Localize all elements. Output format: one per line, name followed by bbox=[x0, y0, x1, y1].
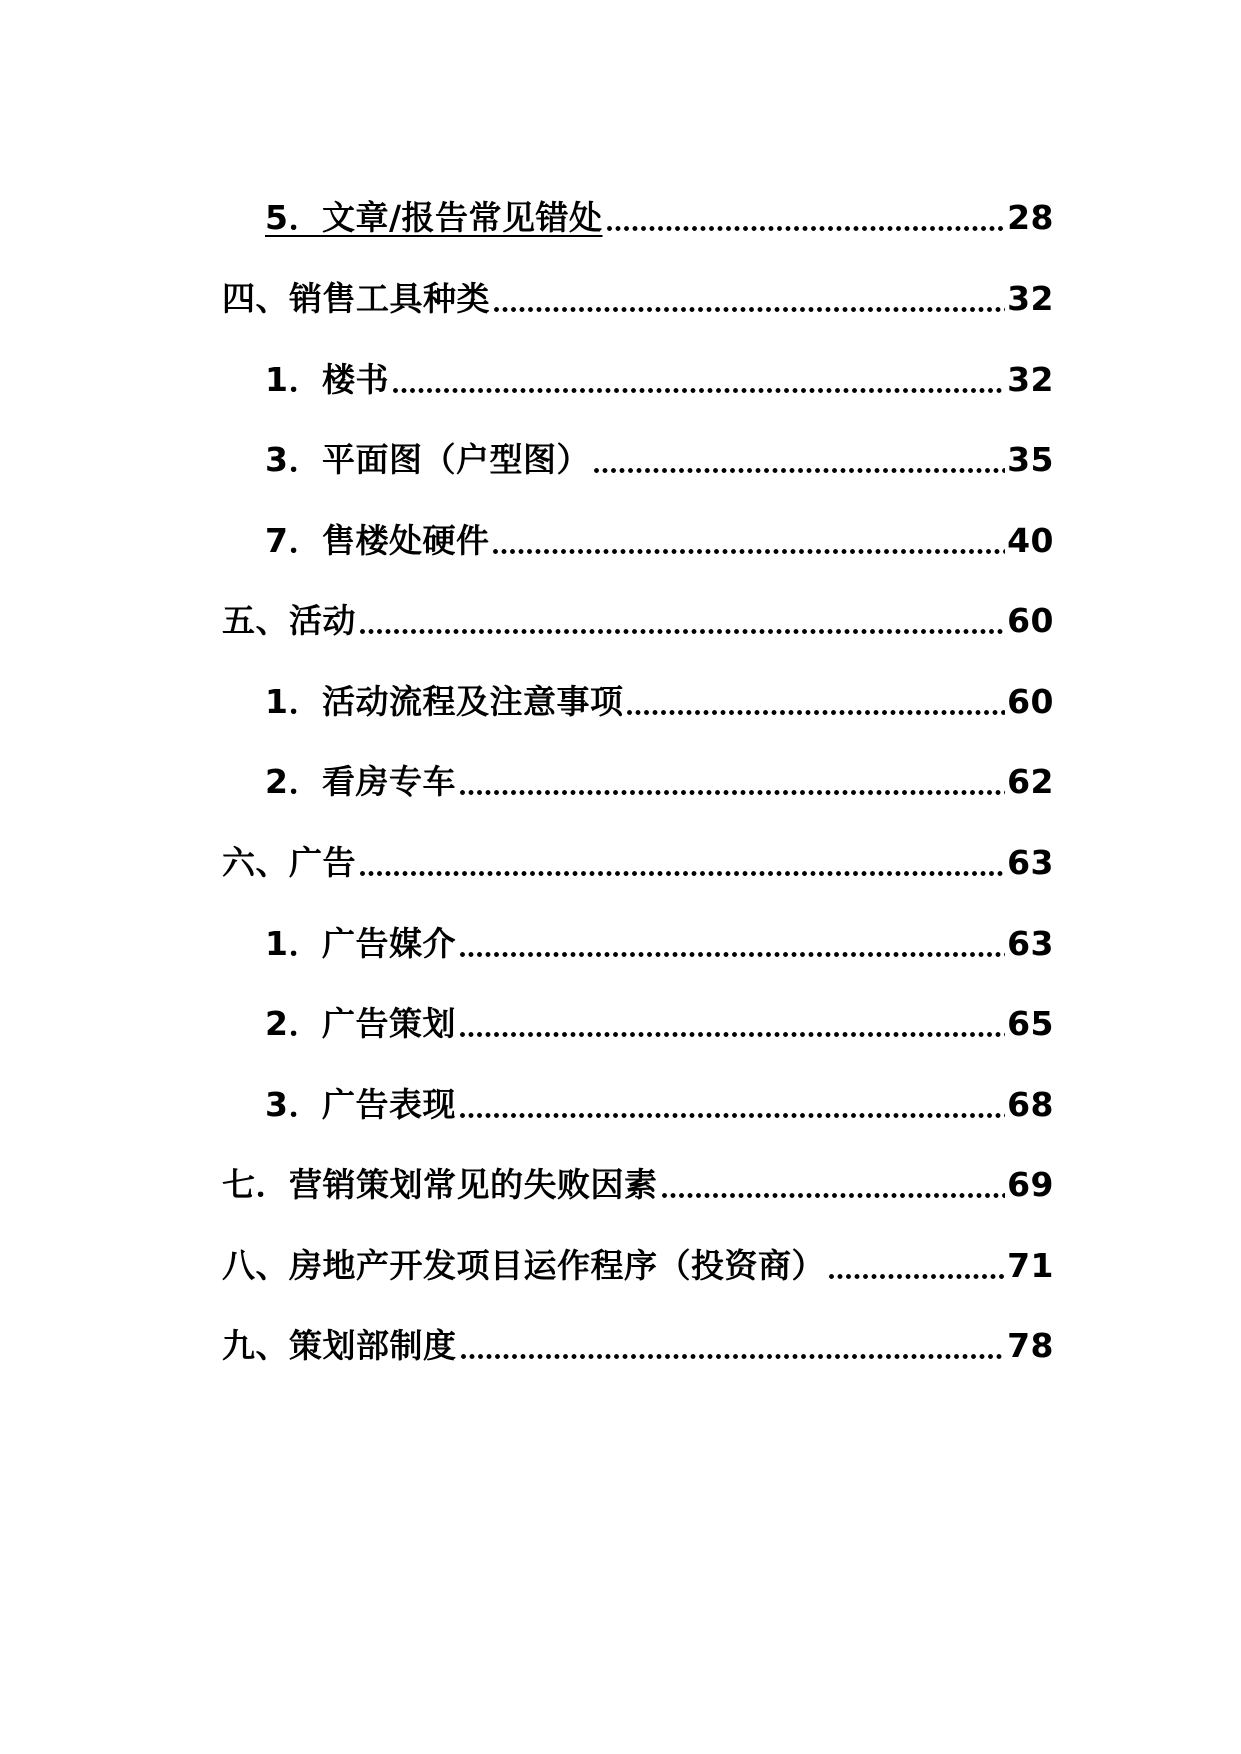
toc-entry-title[interactable]: 2．广告策划 bbox=[265, 1004, 456, 1043]
dot-leader bbox=[360, 841, 1005, 885]
toc-entry[interactable] bbox=[0, 1163, 1241, 1207]
dot-leader bbox=[393, 358, 1005, 402]
toc-entry-page: 69 bbox=[1007, 1165, 1054, 1204]
toc-entry-title[interactable]: 3．广告表现 bbox=[265, 1085, 456, 1124]
toc-entry-page: 65 bbox=[1007, 1004, 1054, 1043]
toc-entry[interactable] bbox=[0, 599, 1241, 643]
toc-entry-title[interactable]: 1．广告媒介 bbox=[265, 924, 456, 963]
dot-leader bbox=[607, 196, 1006, 240]
toc-entry[interactable] bbox=[0, 1083, 1241, 1127]
toc-entry-page: 40 bbox=[1007, 521, 1054, 560]
toc-entry-title[interactable]: 5．文章/报告常见错处 bbox=[265, 198, 603, 237]
toc-entry[interactable] bbox=[0, 196, 1241, 240]
toc-entry-link[interactable] bbox=[222, 277, 1054, 321]
toc-entry[interactable] bbox=[0, 358, 1241, 402]
toc-entry[interactable] bbox=[0, 438, 1241, 482]
toc-entry-page: 35 bbox=[1007, 440, 1054, 479]
toc-entry-link[interactable] bbox=[265, 196, 1054, 240]
toc-entry-link[interactable] bbox=[265, 1083, 1054, 1127]
toc-entry-link[interactable] bbox=[265, 760, 1054, 804]
dot-leader bbox=[494, 277, 1005, 321]
toc-entry-link[interactable] bbox=[265, 1002, 1054, 1046]
toc-entry-link[interactable] bbox=[265, 922, 1054, 966]
toc-entry-title[interactable]: 1．楼书 bbox=[265, 360, 389, 399]
toc-entry-page: 60 bbox=[1007, 601, 1054, 640]
toc-entry-link[interactable] bbox=[222, 599, 1054, 643]
dot-leader bbox=[662, 1163, 1006, 1207]
dot-leader bbox=[627, 680, 1005, 724]
toc-entry-page: 32 bbox=[1007, 360, 1054, 399]
dot-leader bbox=[461, 1324, 1006, 1368]
toc-entry-link[interactable] bbox=[222, 841, 1054, 885]
toc-entry-title[interactable]: 七．营销策划常见的失败因素 bbox=[222, 1165, 658, 1204]
toc-entry-title[interactable]: 2．看房专车 bbox=[265, 762, 456, 801]
dot-leader bbox=[460, 1002, 1005, 1046]
toc-entry-page: 68 bbox=[1007, 1085, 1054, 1124]
toc-entry-link[interactable] bbox=[222, 1163, 1054, 1207]
toc-entry-link[interactable] bbox=[265, 358, 1054, 402]
toc-entry-page: 63 bbox=[1007, 843, 1054, 882]
toc-entry-page: 63 bbox=[1007, 924, 1054, 963]
toc-entry[interactable] bbox=[0, 1324, 1241, 1368]
toc-entry-title[interactable]: 四、销售工具种类 bbox=[222, 279, 490, 318]
toc-entry-page: 62 bbox=[1007, 762, 1054, 801]
toc-entry[interactable] bbox=[0, 922, 1241, 966]
toc-entry-page: 78 bbox=[1007, 1326, 1054, 1365]
toc-entry-title[interactable]: 1．活动流程及注意事项 bbox=[265, 682, 624, 721]
toc-entry[interactable] bbox=[0, 841, 1241, 885]
toc-entry-page: 28 bbox=[1007, 198, 1054, 237]
dot-leader bbox=[493, 519, 1005, 563]
toc-entry-page: 60 bbox=[1007, 682, 1054, 721]
dot-leader bbox=[594, 438, 1005, 482]
toc-entry-title[interactable]: 7．售楼处硬件 bbox=[265, 521, 490, 560]
toc-entry-link[interactable] bbox=[222, 1324, 1054, 1368]
toc-entry-title[interactable]: 3．平面图（户型图） bbox=[265, 440, 590, 479]
toc-entry-title[interactable]: 八、房地产开发项目运作程序（投资商） bbox=[222, 1246, 825, 1285]
dot-leader bbox=[829, 1244, 1005, 1288]
toc-entry[interactable] bbox=[0, 519, 1241, 563]
toc-entry-link[interactable] bbox=[265, 438, 1054, 482]
toc-entry-page: 32 bbox=[1007, 279, 1054, 318]
toc-entry-link[interactable] bbox=[265, 680, 1054, 724]
dot-leader bbox=[460, 922, 1005, 966]
dot-leader bbox=[360, 599, 1005, 643]
toc-entry[interactable] bbox=[0, 1002, 1241, 1046]
toc-entry[interactable] bbox=[0, 760, 1241, 804]
toc-entry-title[interactable]: 五、活动 bbox=[222, 601, 356, 640]
dot-leader bbox=[460, 760, 1005, 804]
toc-entry-page: 71 bbox=[1007, 1246, 1054, 1285]
toc-entry[interactable] bbox=[0, 1244, 1241, 1288]
toc-entry[interactable] bbox=[0, 277, 1241, 321]
toc-entry[interactable] bbox=[0, 680, 1241, 724]
toc-entry-title[interactable]: 六、广告 bbox=[222, 843, 356, 882]
dot-leader bbox=[460, 1083, 1005, 1127]
toc-entry-link[interactable] bbox=[265, 519, 1054, 563]
toc-entry-link[interactable] bbox=[222, 1244, 1054, 1288]
toc-entry-title[interactable]: 九、策划部制度 bbox=[222, 1326, 457, 1365]
